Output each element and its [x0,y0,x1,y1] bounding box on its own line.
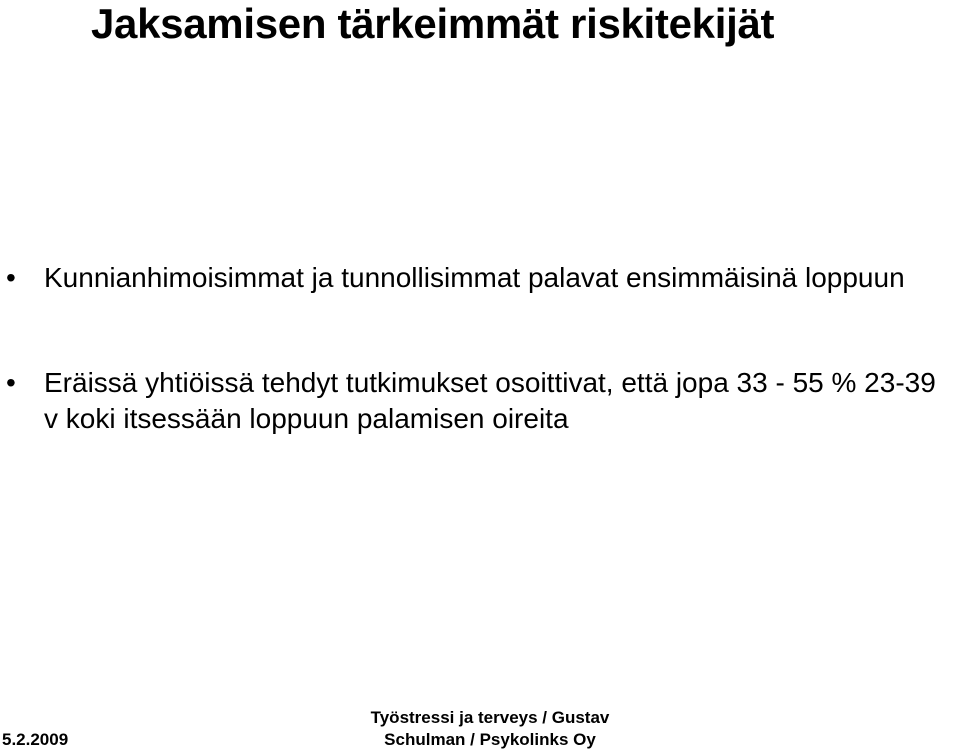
footer-date: 5.2.2009 [2,730,69,749]
bullet-item [0,260,949,296]
bullet-list [0,260,960,437]
footer-credit-line-1: Työstressi ja terveys / Gustav [370,708,610,727]
footer-credit [340,707,640,751]
footer-credit-line-2: Schulman / Psykolinks Oy [384,730,596,749]
bullet-item [0,365,949,437]
bullet-text: Eräissä yhtiöissä tehdyt tutkimukset osoittivat, että jopa 33 - 55 % 23-39 v koki itsessään loppuun palamisen oireita [44,367,936,434]
bullet-text: Kunnianhimoisimmat ja tunnollisimmat palavat ensimmäisinä loppuun [44,262,905,293]
bullet-marker: • [6,262,16,293]
bullet-marker: • [6,367,16,398]
slide-title: Jaksamisen tärkeimmät riskitekijät [91,0,775,47]
